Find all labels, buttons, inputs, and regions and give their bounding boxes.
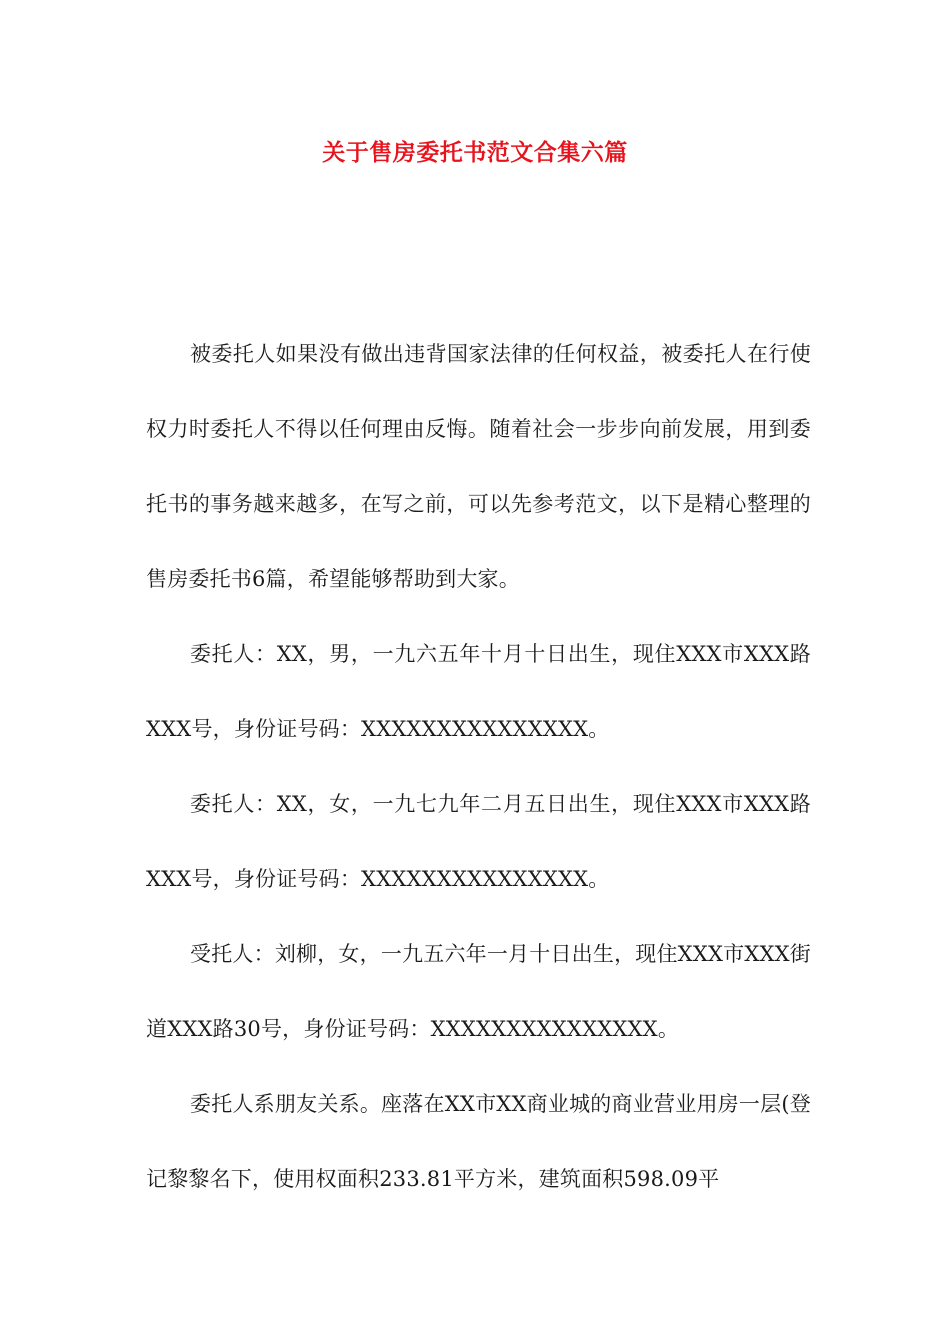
paragraph-principal-2: 委托人：XX，女，一九七九年二月五日出生，现住XXX市XXX路XXX号，身份证号码：XXXXXXXXXXXXXXX。 — [146, 792, 811, 891]
document-body — [146, 317, 811, 1217]
paragraph-principal-1: 委托人：XX，男，一九六五年十月十日出生，现住XXX市XXX路XXX号，身份证号码：XXXXXXXXXXXXXXX。 — [146, 642, 811, 741]
paragraph-intro: 被委托人如果没有做出违背国家法律的任何权益，被委托人在行使权力时委托人不得以任何理由反悔。随着社会一步步向前发展，用到委托书的事务越来越多，在写之前，可以先参考范文，以下是精心整理的售房委托书6篇，希望能够帮助到大家。 — [146, 342, 811, 591]
paragraph-property: 委托人系朋友关系。座落在XX市XX商业城的商业营业用房一层(登记黎黎名下，使用权面积233.81平方米，建筑面积598.09平 — [146, 1092, 811, 1191]
document-title: 关于售房委托书范文合集六篇 — [322, 139, 628, 166]
paragraph-agent: 受托人：刘柳，女，一九五六年一月十日出生，现住XXX市XXX街道XXX路30号，身份证号码：XXXXXXXXXXXXXXX。 — [146, 942, 811, 1041]
